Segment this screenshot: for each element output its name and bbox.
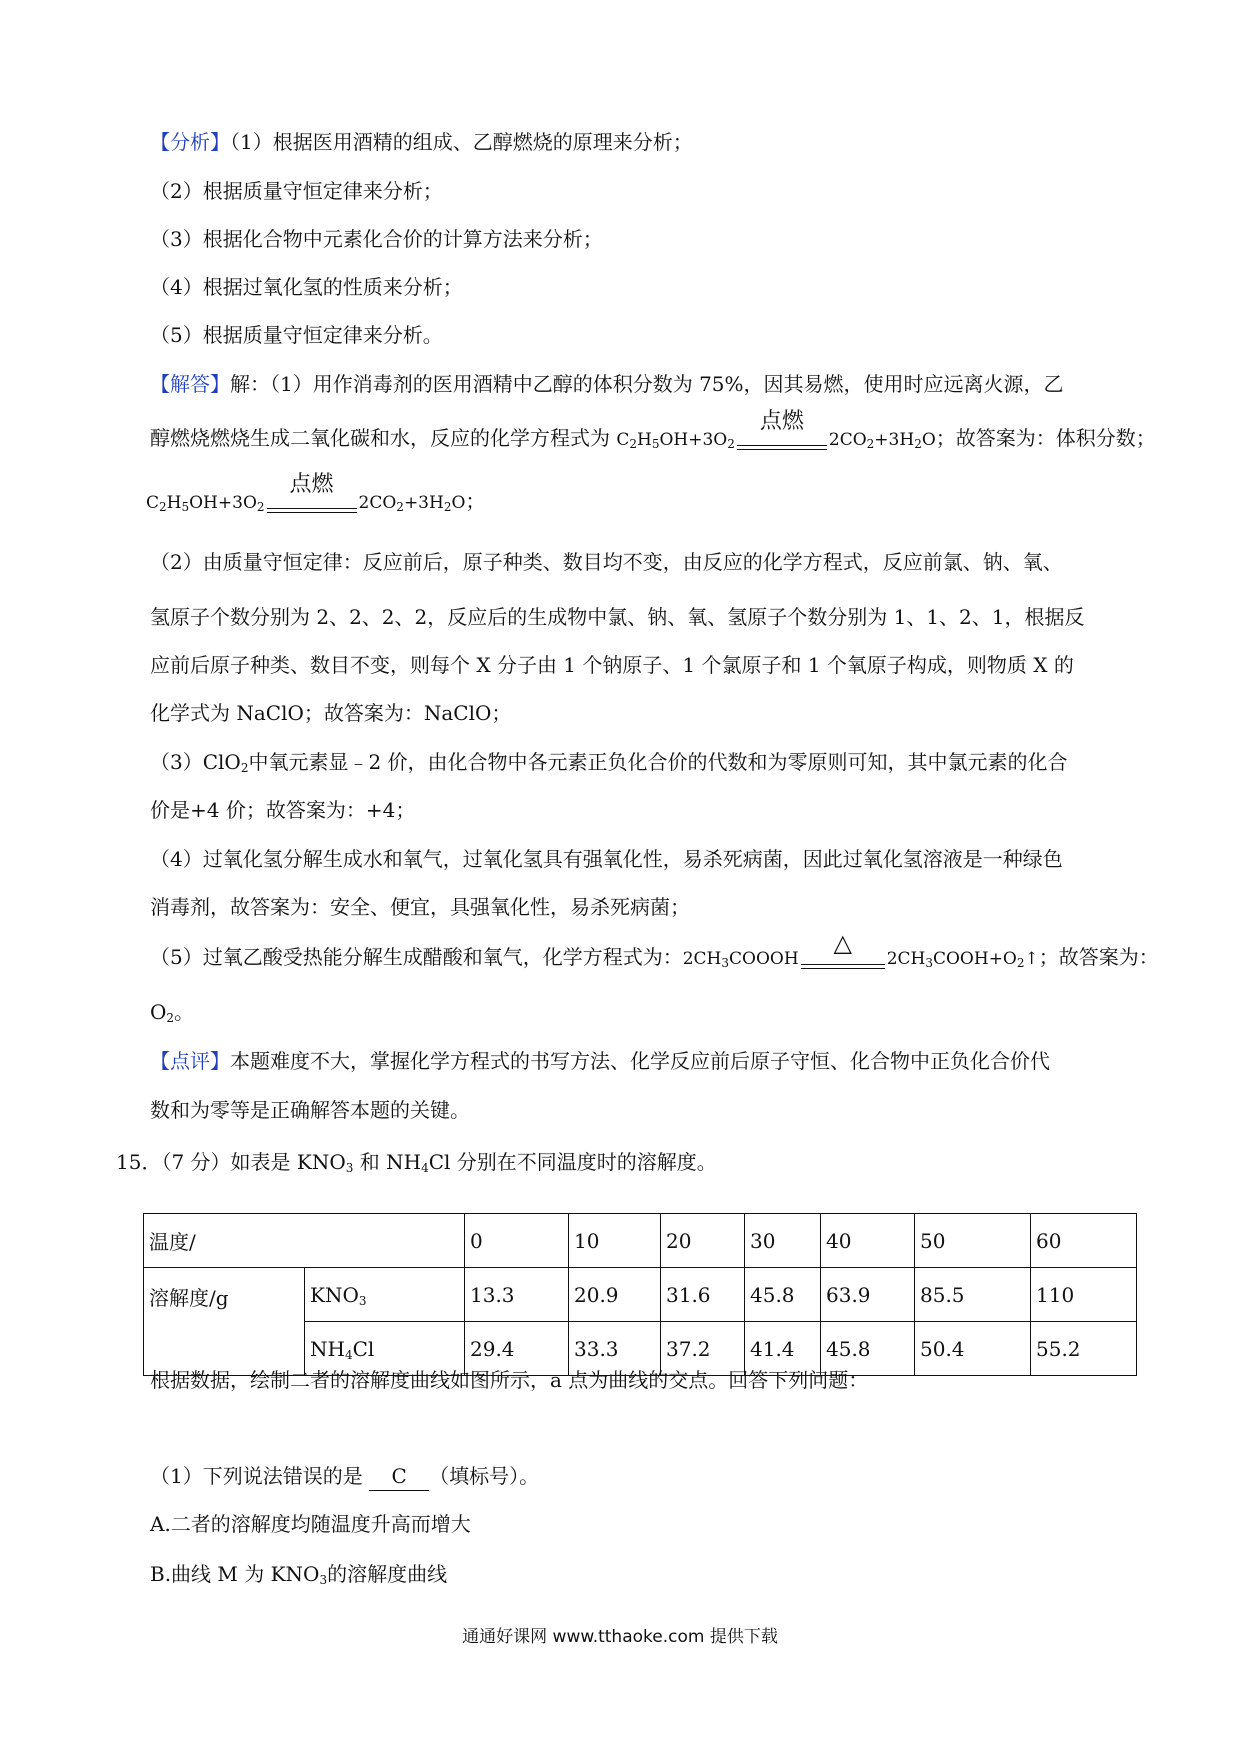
kno3-cell: 20.9: [569, 1268, 661, 1322]
answer-2-line-4: 化学式为 NaClO；故答案为：NaClO；: [150, 701, 512, 725]
review-line-2: 数和为零等是正确解答本题的关键。: [150, 1098, 470, 1122]
footer-watermark: 通通好课网 www.tthaoke.com 提供下载: [462, 1627, 778, 1647]
answer-5-text: （5）过氧乙酸受热能分解生成醋酸和氧气，化学方程式为：: [150, 945, 683, 969]
answer-4-line-1: （4）过氧化氢分解生成水和氧气，过氧化氢具有强氧化性，易杀死病菌，因此过氧化氢溶液是一种绿色: [150, 847, 1063, 871]
temperature-label: 温度/: [144, 1214, 465, 1268]
review-line-1: [150, 1047, 1050, 1075]
sub1-text-b: （填标号）。: [429, 1464, 540, 1488]
analysis-text-1: （1）根据医用酒精的组成、乙醇燃烧的原理来分析；: [230, 130, 693, 154]
nh4cl-cell: 41.4: [745, 1322, 821, 1376]
answer-line-2: [150, 409, 1156, 454]
sub1-text: （1）下列说法错误的是: [150, 1464, 370, 1488]
answer-4-line-2: 消毒剂，故答案为：安全、便宜，具强氧化性，易杀死病菌；: [150, 895, 690, 919]
temp-cell: 50: [915, 1214, 1031, 1268]
nh4cl-cell: 50.4: [915, 1322, 1031, 1376]
option-b-text-b: 的溶解度曲线: [327, 1562, 448, 1586]
review-tag: 【点评】: [150, 1049, 230, 1073]
analysis-line-1: [150, 128, 693, 156]
answer-2-line-3: 应前后原子种类、数目不变，则每个 X 分子由 1 个钠原子、1 个氯原子和 1 个氧原子构成，则物质 X 的: [150, 653, 1074, 677]
answer-3-line-1: （3）ClO$_2$中氧元素显﹣2 价，由化合物中各元素正负化合价的代数和为零原则可知，其中氯元素的化合: [150, 750, 1068, 775]
analysis-line-2: （2）根据质量守恒定律来分析；: [150, 179, 443, 203]
answer-blank: C: [369, 1462, 429, 1491]
option-a: A.二者的溶解度均随温度升高而增大: [150, 1512, 471, 1536]
nh4cl-cell: 55.2: [1031, 1322, 1137, 1376]
answer-2-line-1: （2）由质量守恒定律：反应前后，原子种类、数目均不变，由反应的化学方程式，反应前氯、钠、氧、: [150, 550, 1063, 574]
nh4cl-cell: 29.4: [465, 1322, 569, 1376]
solubility-table: [143, 1213, 1137, 1376]
temp-cell: 40: [821, 1214, 915, 1268]
question-15-stem: 15．（7 分）如表是 $KNO_3$ 和 $NH_4Cl$ 分别在不同温度时的溶解度。: [116, 1150, 717, 1175]
answer-text-3: ；: [465, 489, 486, 513]
answer-line-1: [150, 370, 1064, 398]
stem-text-b: 和: [353, 1150, 387, 1174]
answer-3-text: 中氧元素显﹣2 价，由化合物中各元素正负化合价的代数和为零原则可知，其中氯元素的化合: [248, 750, 1068, 774]
kno3-cell: 63.9: [821, 1268, 915, 1322]
condition-heat: △: [833, 929, 852, 957]
temp-cell: 30: [745, 1214, 821, 1268]
sub-question-1: [150, 1462, 539, 1491]
answer-tag: 【解答】: [150, 372, 230, 396]
equation-peracetic-acid: $2CH_3COOOH$ △ $2CH_3COOH+O_2↑$: [683, 949, 1039, 969]
kno3-cell: 45.8: [745, 1268, 821, 1322]
condition-ignite: 点燃: [289, 472, 334, 497]
analysis-line-4: （4）根据过氧化氢的性质来分析；: [150, 275, 463, 299]
kno3-cell: 85.5: [915, 1268, 1031, 1322]
answer-5-line-2: $O_2$。: [150, 1000, 195, 1025]
nh4cl-cell: 33.3: [569, 1322, 661, 1376]
answer-line-3: [146, 472, 486, 517]
option-b: B.曲线 M 为 $KNO_3$的溶解度曲线: [150, 1562, 448, 1587]
reaction-condition: [267, 472, 357, 517]
nh4cl-cell: 37.2: [661, 1322, 745, 1376]
analysis-line-3: （3）根据化合物中元素化合价的计算方法来分析；: [150, 227, 603, 251]
answer-5-text-b: ；故答案为：: [1038, 945, 1159, 969]
review-text-1: 本题难度不大，掌握化学方程式的书写方法、化学反应前后原子守恒、化合物中正负化合价代: [230, 1049, 1050, 1073]
temp-cell: 10: [569, 1214, 661, 1268]
analysis-line-5: （5）根据质量守恒定律来分析。: [150, 323, 443, 347]
equation-ethanol-combustion: $C_2H_5OH+3O_2$ 点燃 $2CO_2+3H_2O$: [616, 430, 935, 450]
answer-text-2b: ；故答案为：体积分数；: [935, 426, 1156, 450]
temp-cell: 60: [1031, 1214, 1137, 1268]
table-row-kno3: [144, 1268, 1137, 1322]
condition-ignite: 点燃: [759, 409, 804, 434]
answer-3-line-2: 价是+4 价；故答案为：+4；: [150, 798, 416, 822]
after-table-text: 根据数据，绘制二者的溶解度曲线如图所示，a 点为曲线的交点。回答下列问题：: [150, 1368, 869, 1392]
answer-2-line-2: 氢原子个数分别为 2、2、2、2，反应后的生成物中氯、钠、氧、氢原子个数分别为 1、1、2、1，根据反: [150, 605, 1085, 629]
table-row-temperature: [144, 1214, 1137, 1268]
substance-nh4cl: $NH_4Cl$: [305, 1322, 465, 1376]
temp-cell: 0: [465, 1214, 569, 1268]
question-number: 15．: [116, 1150, 162, 1174]
kno3-cell: 31.6: [661, 1268, 745, 1322]
substance-kno3: $KNO_3$: [305, 1268, 465, 1322]
solubility-label: 溶解度/g: [144, 1268, 305, 1376]
kno3-cell: 13.3: [465, 1268, 569, 1322]
reaction-condition: [737, 409, 827, 454]
nh4cl-cell: 45.8: [821, 1322, 915, 1376]
answer-text-1: 解：（1）用作消毒剂的医用酒精中乙醇的体积分数为 75%，因其易燃，使用时应远离火源，乙: [230, 372, 1064, 396]
analysis-tag: 【分析】: [150, 130, 230, 154]
stem-text-a: （7 分）如表是: [161, 1150, 297, 1174]
kno3-cell: 110: [1031, 1268, 1137, 1322]
answer-text-2: 醇燃烧燃烧生成二氧化碳和水，反应的化学方程式为: [150, 426, 617, 450]
temp-cell: 20: [661, 1214, 745, 1268]
answer-5-line-1: [150, 929, 1159, 973]
option-b-text: B.曲线 M 为: [150, 1562, 271, 1586]
stem-text-c: 分别在不同温度时的溶解度。: [450, 1150, 717, 1174]
equation-ethanol-combustion-2: $C_2H_5OH+3O_2$ 点燃 $2CO_2+3H_2O$: [146, 493, 465, 513]
reaction-condition-heat: [801, 929, 885, 973]
